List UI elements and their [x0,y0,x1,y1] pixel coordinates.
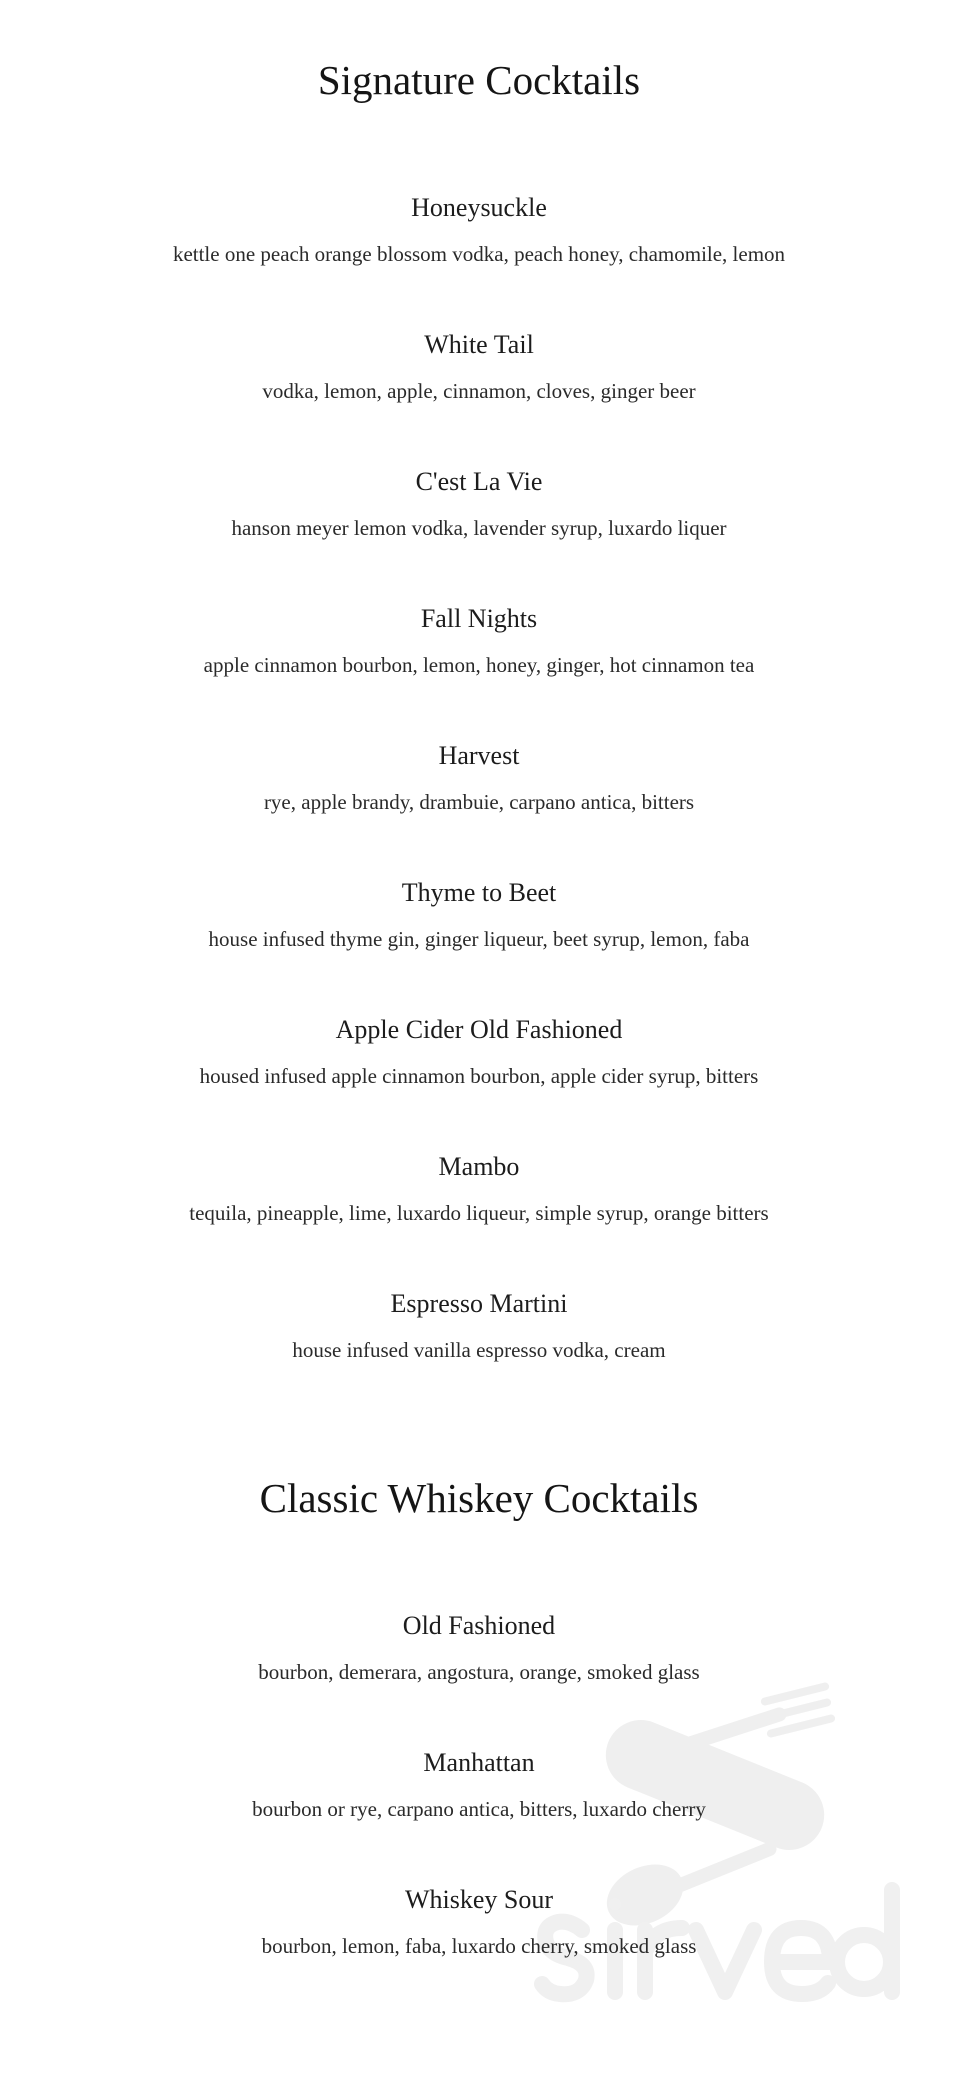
item-description: bourbon, lemon, faba, luxardo cherry, smoked glass [261,1934,697,1958]
section-classic-whiskey-cocktails [0,1474,958,2020]
item-description: apple cinnamon bourbon, lemon, honey, ginger, hot cinnamon tea [203,653,755,677]
item-description: vodka, lemon, apple, cinnamon, cloves, ginger beer [262,379,696,403]
item-name: Mambo [438,1152,520,1181]
menu-item [0,602,958,739]
menu-item [0,191,958,328]
item-description: rye, apple brandy, drambuie, carpano antica, bitters [263,790,695,814]
menu-item [0,1013,958,1150]
item-name: Harvest [438,741,520,770]
item-name: Espresso Martini [390,1289,568,1318]
menu-item [0,739,958,876]
item-description: kettle one peach orange blossom vodka, peach honey, chamomile, lemon [172,242,786,266]
item-name: Whiskey Sour [404,1885,554,1914]
item-name: White Tail [424,330,534,359]
menu-item [0,1883,958,2020]
menu-item [0,465,958,602]
item-name: C'est La Vie [415,467,543,496]
section-signature-cocktails [0,56,958,1424]
item-name: Manhattan [423,1748,535,1777]
menu-item [0,1609,958,1746]
item-description: house infused vanilla espresso vodka, cream [292,1338,666,1362]
item-name: Old Fashioned [402,1611,556,1640]
item-description: bourbon, demerara, angostura, orange, smoked glass [258,1660,700,1684]
section-title: Classic Whiskey Cocktails [259,1475,699,1521]
item-name: Thyme to Beet [401,878,557,907]
item-description: house infused thyme gin, ginger liqueur, beet syrup, lemon, faba [208,927,750,951]
item-description: bourbon or rye, carpano antica, bitters, luxardo cherry [252,1797,706,1821]
item-name: Apple Cider Old Fashioned [335,1015,623,1044]
menu-item [0,1746,958,1883]
item-description: hanson meyer lemon vodka, lavender syrup, luxardo liquer [231,516,727,540]
menu-item [0,876,958,1013]
section-title: Signature Cocktails [317,57,641,103]
menu-item [0,328,958,465]
menu-item [0,1287,958,1424]
item-name: Fall Nights [420,604,538,633]
menu-item [0,1150,958,1287]
item-description: housed infused apple cinnamon bourbon, apple cider syrup, bitters [199,1064,759,1088]
item-description: tequila, pineapple, lime, luxardo liqueur, simple syrup, orange bitters [189,1201,769,1225]
item-name: Honeysuckle [411,193,547,222]
